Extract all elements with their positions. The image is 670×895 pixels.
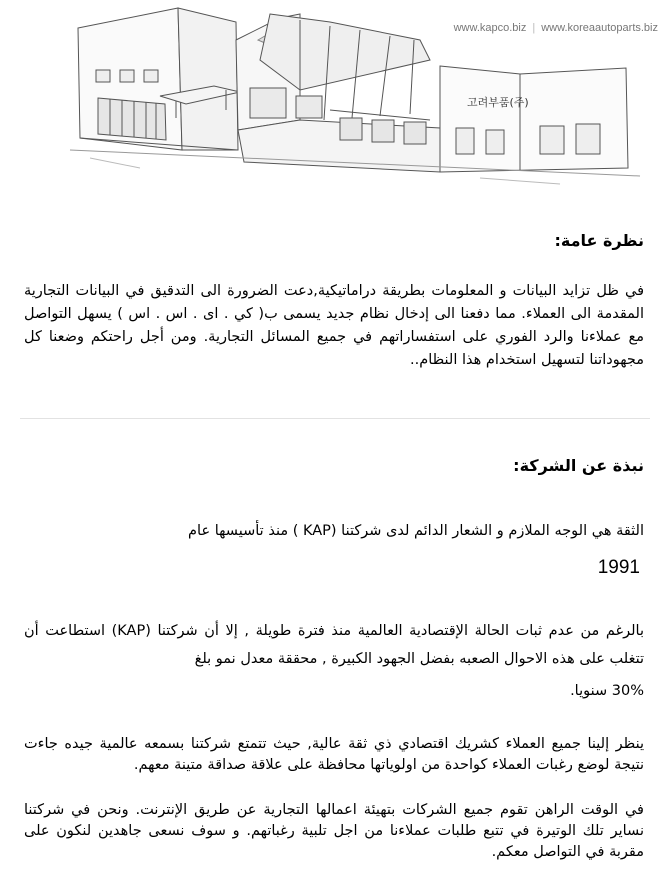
about-internet-text: في الوقت الراهن تقوم جميع الشركات بتهيئة اعمالها التجارية عن طريق الإنترنت. ونحن في شركتنا نساير تلك الوتيرة في تتبع طلبات عملاءنا من اجل تلبية رغباتهم. و سوف نسعى جاهدين لنكون على مقربة في التواصل معكم.: [24, 802, 644, 860]
website-link-kapco[interactable]: www.kapco.biz: [453, 22, 527, 34]
company-korean-name: 고려부품(주): [467, 96, 529, 109]
about-trust-text: الثقة هي الوجه الملازم و الشعار الدائم لدى شركتنا (KAP ) منذ تأسيسها عام: [188, 523, 644, 539]
link-separator: |: [532, 22, 536, 34]
overview-title: نظرة عامة:: [554, 231, 644, 250]
section-divider: [20, 418, 650, 419]
about-growth-text: بالرغم من عدم ثبات الحالة الإقتصادية العالمية منذ فترة طويلة , إلا أن شركتنا (KAP) استطاعت أن تتغلب على هذه الاحوال الصعبه بفضل الجهود الكبيرة , محققة معدل نمو بلغ: [24, 623, 644, 667]
header-banner: [0, 0, 670, 190]
founding-year: 1991: [597, 557, 640, 578]
about-title: نبذة عن الشركة:: [513, 456, 644, 475]
website-link-koreaautoparts[interactable]: www.koreaautoparts.biz: [541, 22, 658, 34]
overview-text: في ظل تزايد البيانات و المعلومات بطريقة دراماتيكية,دعت الضرورة الى التدقيق في البيانات التجارية المقدمة الى العملاء. مما دفعنا الى إدخال نظام جديد يسمى ب( كي . اى . اس . اس ) يسهل التواصل مع عملاءنا والرد الفوري على استفساراتهم في جميع المسائل التجارية. ومن أجل راحتكم وضعنا كل مجهوداتنا لتسهيل استخدام هذا النظام..: [24, 283, 644, 368]
growth-rate: 30% سنويا.: [570, 683, 644, 699]
website-links: [454, 22, 658, 34]
about-partner-text: ينظر إلينا جميع العملاء كشريك اقتصادي ذي ثقة عالية, حيث تتمتع شركتنا بسمعه عالمية جيده جاءت نتيجة لوضع رغبات العملاء كواحدة من اولوياتها محافظة على علاقة صداقة متينة معهم.: [24, 736, 644, 773]
